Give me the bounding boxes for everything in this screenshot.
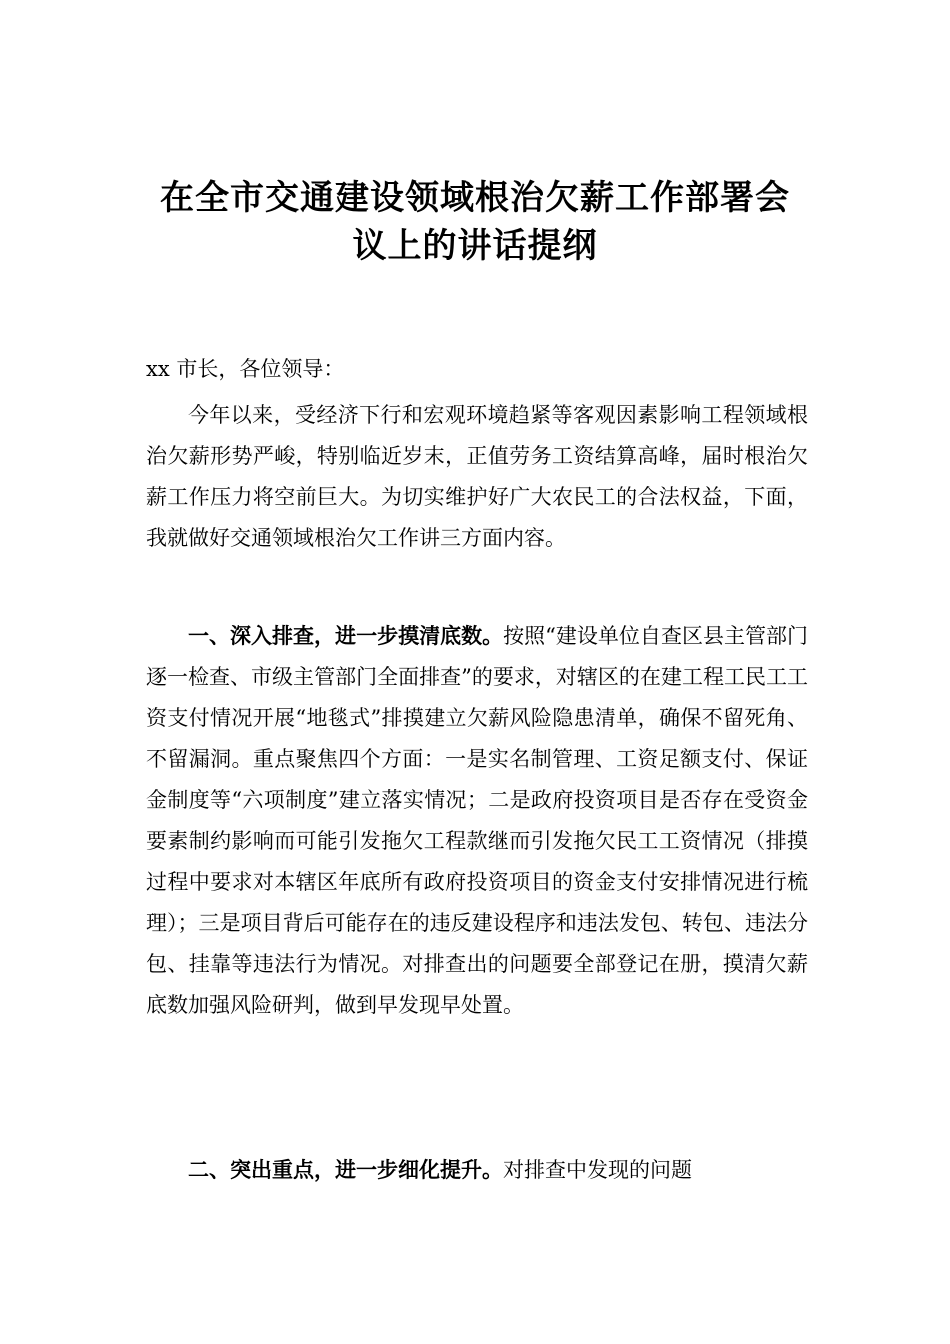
paragraph-section-2 [146,1150,808,1191]
paragraph-intro-text: 今年以来，受经济下行和宏观环境趋紧等客观因素影响工程领域根治欠薪形势严峻，特别临近岁末，正值劳务工资结算高峰，届时根治欠薪工作压力将空前巨大。为切实维护好广大农民工的合法权益，下面，我就做好交通领域根治欠工作讲三方面内容。 [146,403,808,550]
paragraph-intro [146,395,808,559]
document-title-line-2: 议上的讲话提纲 [352,226,598,266]
greeting: xx 市长，各位领导： [146,357,345,381]
document-title-line-1: 在全市交通建设领域根治欠薪工作部署会 [160,178,790,218]
paragraph-section-1 [146,616,808,1026]
section-2-text: 对排查中发现的问题 [503,1158,692,1182]
section-1-heading: 一、深入排查，进一步摸清底数。 [188,624,504,648]
section-2-heading: 二、突出重点，进一步细化提升。 [188,1158,503,1182]
section-1-text: 按照“建设单位自查区县主管部门逐一检查、市级主管部门全面排查”的要求，对辖区的在建工程工民工工资支付情况开展“地毯式”排摸建立欠薪风险隐患清单，确保不留死角、不留漏洞。重点聚焦四个方面：一是实名制管理、工资足额支付、保证金制度等“六项制度”建立落实情况；二是政府投资项目是否存在受资金要素制约影响而可能引发拖欠工程款继而引发拖欠民工工资情况（排摸过程中要求对本辖区年底所有政府投资项目的资金支付安排情况进行梳理）；三是项目背后可能存在的违反建设程序和违法发包、转包、违法分包、挂靠等违法行为情况。对排查出的问题要全部登记在册，摸清欠薪底数加强风险研判，做到早发现早处置。 [146,624,808,1017]
